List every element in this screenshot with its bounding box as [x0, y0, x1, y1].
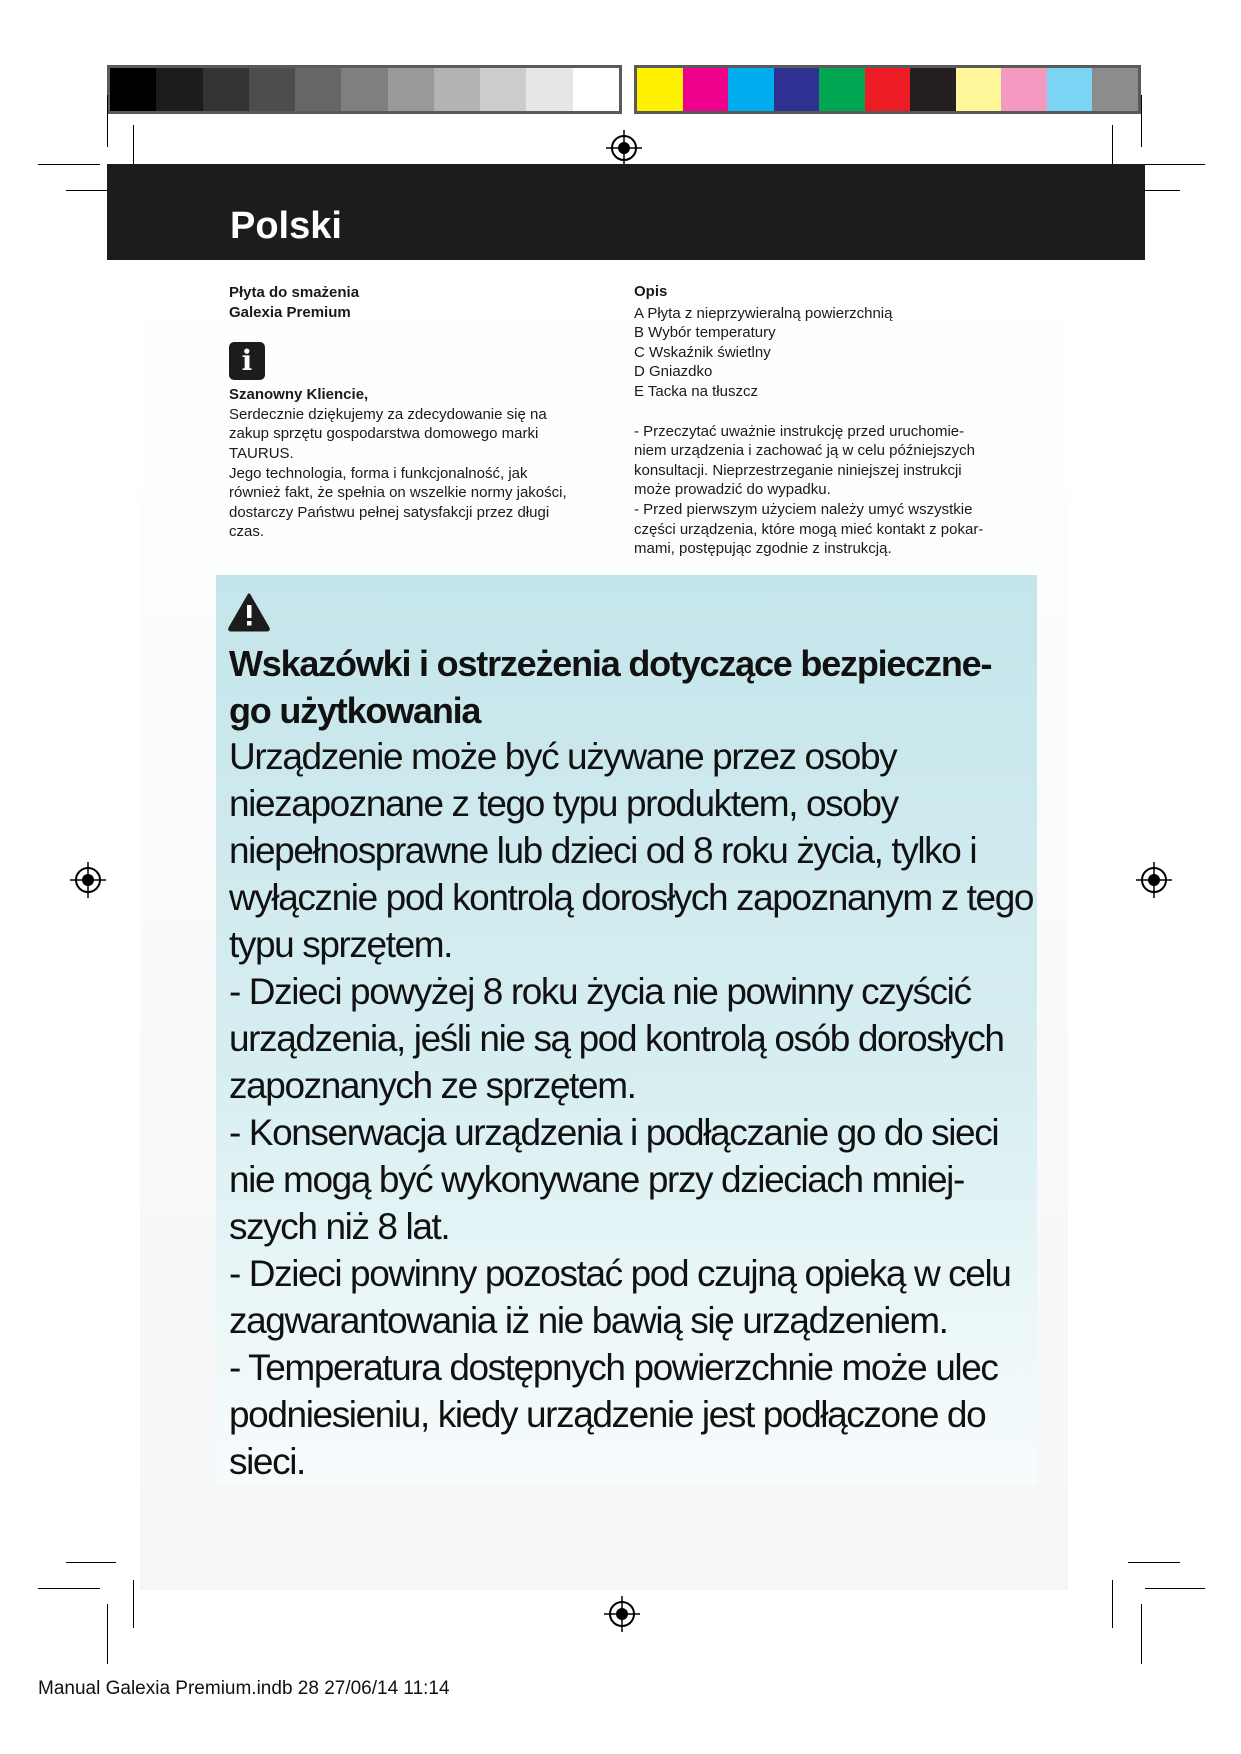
text-line: niepełnosprawne lub dzieci od 8 roku życia, tylko i: [229, 830, 977, 871]
list-item: A Płyta z nieprzywieralną powierzchnią: [634, 304, 893, 322]
list-item: B Wybór temperatury: [634, 324, 776, 342]
text-line: zakup sprzętu gospodarstwa domowego marki: [229, 425, 539, 443]
description-title: Opis: [634, 283, 668, 300]
text-line: również fakt, że spełnia on wszelkie normy jakości,: [229, 484, 567, 502]
crop-mark: [1145, 1588, 1205, 1589]
process-color-swatch: [1092, 68, 1138, 111]
text-line: czas.: [229, 523, 265, 541]
list-item: E Tacka na tłuszcz: [634, 382, 758, 400]
text-line: Urządzenie może być używane przez osoby: [229, 736, 897, 777]
process-color-swatch: [774, 68, 820, 111]
text-line: zagwarantowania iż nie bawią się urządzeniem.: [229, 1300, 948, 1341]
grayscale-swatch: [434, 68, 480, 111]
process-color-swatch: [819, 68, 865, 111]
process-color-swatch: [683, 68, 729, 111]
grayscale-swatch: [526, 68, 572, 111]
grayscale-swatch: [249, 68, 295, 111]
process-color-swatch: [1001, 68, 1047, 111]
text-line: mami, postępując zgodnie z instrukcją.: [634, 540, 892, 558]
crop-mark: [1145, 164, 1205, 165]
text-line: - Konserwacja urządzenia i podłączanie go do sieci: [229, 1112, 999, 1153]
info-icon: i: [229, 342, 265, 380]
grayscale-swatch: [110, 68, 156, 111]
crop-mark: [107, 1604, 108, 1664]
intro-column: [229, 283, 614, 542]
instructions-notes: [634, 422, 1024, 559]
parts-list: [634, 304, 1024, 402]
registration-mark-icon: [70, 862, 106, 898]
crop-mark: [1141, 1604, 1142, 1664]
text-line: typu sprzętem.: [229, 924, 453, 965]
text-line: części urządzenia, które mogą mieć kontakt z pokar-: [634, 520, 984, 538]
text-line: dostarczy Państwu pełnej satysfakcji przez długi: [229, 503, 550, 521]
text-line: niem urządzenia i zachować ją w celu późniejszych: [634, 442, 976, 460]
warning-body: [229, 733, 1039, 1485]
text-line: TAURUS.: [229, 444, 294, 462]
crop-mark: [1112, 1580, 1113, 1628]
crop-mark: [38, 164, 100, 165]
crop-mark: [66, 1562, 116, 1563]
intro-text: [229, 405, 614, 542]
registration-mark-icon: [1136, 862, 1172, 898]
list-item: D Gniazdko: [634, 363, 713, 381]
grayscale-swatch: [295, 68, 341, 111]
crop-mark: [38, 1588, 100, 1589]
process-color-swatch: [956, 68, 1002, 111]
process-color-swatch: [910, 68, 956, 111]
process-color-swatch: [865, 68, 911, 111]
crop-mark: [1141, 95, 1142, 147]
warning-icon: [227, 592, 271, 632]
text-line: szych niż 8 lat.: [229, 1206, 450, 1247]
text-line: zapoznanych ze sprzętem.: [229, 1065, 636, 1106]
print-slug-footer: Manual Galexia Premium.indb 28 27/06/14 11:14: [38, 1678, 450, 1699]
grayscale-swatch: [203, 68, 249, 111]
text-line: Serdecznie dziękujemy za zdecydowanie się na: [229, 405, 547, 423]
text-line: podniesieniu, kiedy urządzenie jest podłączone do: [229, 1394, 986, 1435]
text-line: sieci.: [229, 1441, 305, 1482]
page-title: Polski: [230, 205, 342, 247]
greeting: Szanowny Kliencie,: [229, 386, 369, 404]
crop-mark: [107, 95, 108, 147]
text-line: może prowadzić do wypadku.: [634, 481, 831, 499]
registration-mark-icon: [606, 130, 642, 166]
text-line: konsultacji. Nieprzestrzeganie niniejszej instrukcji: [634, 461, 962, 479]
product-name: Płyta do smażenia Galexia Premium: [229, 284, 360, 321]
process-color-swatch: [728, 68, 774, 111]
text-line: - Dzieci powinny pozostać pod czujną opieką w celu: [229, 1253, 1011, 1294]
text-line: - Przeczytać uważnie instrukcję przed uruchomie-: [634, 422, 965, 440]
registration-mark-icon: [604, 1596, 640, 1632]
text-line: wyłącznie pod kontrolą dorosłych zapoznanym z tego: [229, 877, 1034, 918]
text-line: - Temperatura dostępnych powierzchnie może ulec: [229, 1347, 998, 1388]
grayscale-swatch: [156, 68, 202, 111]
grayscale-color-bar: [107, 65, 622, 114]
text-line: urządzenia, jeśli nie są pod kontrolą osób dorosłych: [229, 1018, 1004, 1059]
process-color-bar: [634, 65, 1141, 114]
process-color-swatch: [637, 68, 683, 111]
text-line: niezapoznane z tego typu produktem, osoby: [229, 783, 898, 824]
grayscale-swatch: [573, 68, 619, 111]
warning-title: Wskazówki i ostrzeżenia dotyczące bezpieczne- go użytkowania: [229, 643, 992, 731]
text-line: Jego technologia, forma i funkcjonalność, jak: [229, 464, 528, 482]
text-line: nie mogą być wykonywane przy dzieciach mniej-: [229, 1159, 964, 1200]
list-item: C Wskaźnik świetlny: [634, 343, 771, 361]
crop-mark: [133, 1580, 134, 1628]
text-line: - Dzieci powyżej 8 roku życia nie powinny czyścić: [229, 971, 971, 1012]
description-column: [634, 282, 1024, 559]
grayscale-swatch: [341, 68, 387, 111]
grayscale-swatch: [388, 68, 434, 111]
process-color-swatch: [1047, 68, 1093, 111]
grayscale-swatch: [480, 68, 526, 111]
text-line: - Przed pierwszym użyciem należy umyć wszystkie: [634, 500, 973, 518]
crop-mark: [1128, 1562, 1180, 1563]
